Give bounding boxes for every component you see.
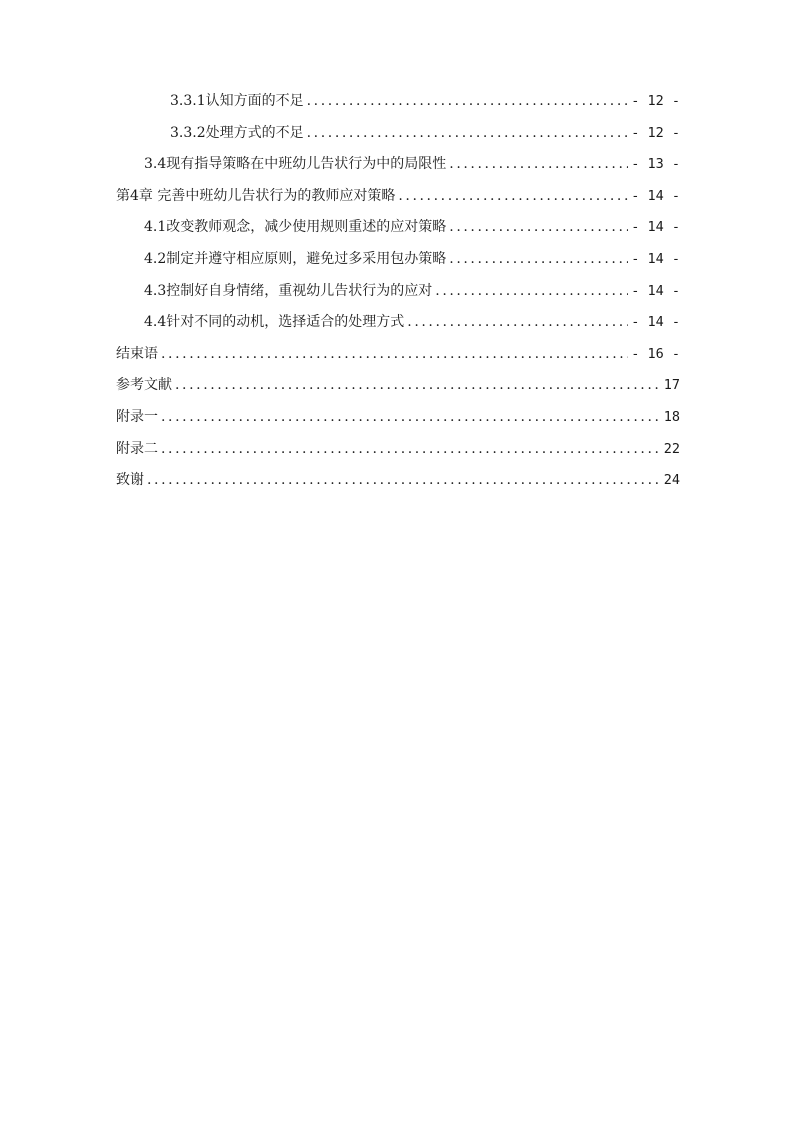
- dot-leader: [449, 249, 628, 269]
- toc-entry-page: - 14 -: [631, 187, 680, 204]
- dot-leader: [407, 312, 628, 332]
- toc-entry-page: - 12 -: [631, 124, 680, 141]
- dot-leader: [449, 217, 628, 237]
- toc-entry-page: - 12 -: [631, 93, 680, 109]
- toc-entry-conclusion[interactable]: [116, 344, 680, 376]
- dot-leader: [307, 91, 629, 111]
- toc-entry-title: 4.3控制好自身情绪，重视幼儿告状行为的应对: [144, 282, 433, 299]
- table-of-contents: [116, 91, 680, 502]
- toc-entry-page: - 14 -: [631, 250, 680, 267]
- toc-entry-page: - 14 -: [631, 282, 680, 299]
- dot-leader: [161, 407, 661, 427]
- toc-entry-title: 3.3.2处理方式的不足: [170, 124, 304, 141]
- toc-entry-title: 第4章 完善中班幼儿告状行为的教师应对策略: [116, 187, 396, 204]
- dot-leader: [161, 344, 628, 364]
- toc-entry-title: 致谢: [116, 472, 144, 489]
- toc-entry-title: 4.2制定并遵守相应原则，避免过多采用包办策略: [144, 250, 447, 267]
- dot-leader: [398, 186, 628, 206]
- toc-entry-page: - 14 -: [631, 219, 680, 236]
- toc-entry-title: 3.4现有指导策略在中班幼儿告状行为中的局限性: [144, 156, 447, 173]
- toc-entry-title: 4.4针对不同的动机，选择适合的处理方式: [144, 314, 405, 331]
- toc-entry-title: 3.3.1认知方面的不足: [170, 93, 304, 109]
- dot-leader: [175, 375, 661, 395]
- toc-entry-4-4[interactable]: [116, 312, 680, 344]
- toc-entry-appendix-1[interactable]: [116, 407, 680, 439]
- toc-entry-3-4[interactable]: [116, 154, 680, 186]
- toc-entry-page: 18: [663, 408, 680, 425]
- toc-entry-4-1[interactable]: [116, 217, 680, 249]
- toc-entry-references[interactable]: [116, 375, 680, 407]
- toc-entry-title: 参考文献: [116, 377, 172, 394]
- toc-entry-title: 附录二: [116, 440, 158, 457]
- toc-entry-chapter-4[interactable]: [116, 186, 680, 218]
- toc-entry-3-3-2[interactable]: [116, 123, 680, 155]
- toc-entry-4-2[interactable]: [116, 249, 680, 281]
- toc-entry-title: 附录一: [116, 408, 158, 425]
- toc-entry-title: 4.1改变教师观念，减少使用规则重述的应对策略: [144, 219, 447, 236]
- dot-leader: [449, 154, 628, 174]
- toc-entry-page: - 13 -: [631, 156, 680, 173]
- dot-leader: [435, 281, 628, 301]
- toc-entry-title: 结束语: [116, 345, 158, 362]
- toc-entry-acknowledgements[interactable]: [116, 470, 680, 502]
- dot-leader: [161, 439, 661, 459]
- toc-entry-4-3[interactable]: [116, 281, 680, 313]
- toc-entry-page: - 14 -: [631, 314, 680, 331]
- dot-leader: [147, 470, 661, 490]
- toc-entry-3-3-1[interactable]: [116, 91, 680, 123]
- toc-entry-page: 22: [663, 440, 680, 457]
- toc-entry-appendix-2[interactable]: [116, 439, 680, 471]
- toc-entry-page: - 16 -: [631, 345, 680, 362]
- toc-entry-page: 17: [663, 377, 680, 394]
- dot-leader: [307, 123, 629, 143]
- toc-entry-page: 24: [663, 472, 680, 489]
